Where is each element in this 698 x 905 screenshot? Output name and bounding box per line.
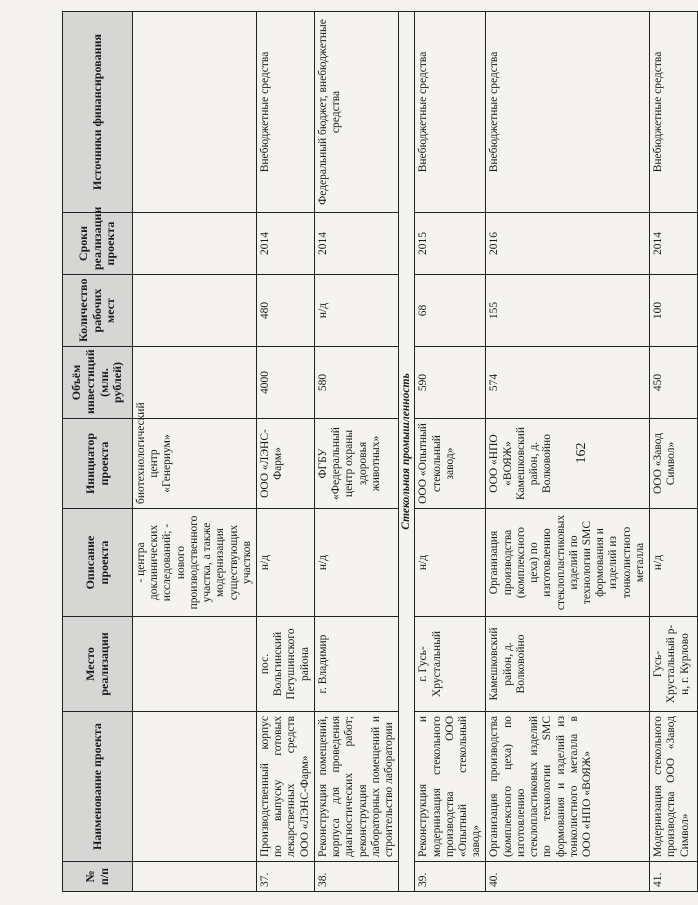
cell-jobs: 155	[486, 275, 650, 347]
cell-place: Гусь-Хрустальный р-н, г. Курлово	[650, 617, 698, 712]
cell-num: 41.	[650, 862, 698, 892]
cell-source: Федеральный бюджет, внебюджетные средства	[314, 12, 398, 213]
header-place: Место реализации	[63, 617, 133, 712]
cell-desc: - центра доклинических исследований; - нового производственного участка, а также модернизация существующих участков	[133, 509, 257, 617]
header-initiator: Инициатор проекта	[63, 419, 133, 509]
cell-desc: Организация производства (комплексного цеха) по изготовлению стеклопластиковых изделий по технологии SMC формования и изделий из тонколистного металла	[486, 509, 650, 617]
cell-name: Производственный корпус по выпуску готовых лекарственных средств ООО «ЛЭНС-Фарм»	[256, 712, 314, 862]
table-row	[415, 12, 486, 892]
cell-name: Реконструкция и модернизация стекольного производства ООО «Опытный стекольный завод»	[415, 712, 486, 862]
cell-num: 37.	[256, 862, 314, 892]
cell-volume	[133, 347, 257, 419]
cell-source	[133, 12, 257, 213]
cell-initiator: биотехнологический центр «Генериум»	[133, 419, 257, 509]
cell-desc: н/д	[650, 509, 698, 617]
cell-desc: н/д	[314, 509, 398, 617]
cell-place: пос. Вольгинский Петушинского района	[256, 617, 314, 712]
cell-place: г. Владимир	[314, 617, 398, 712]
cell-source: Внебюджетные средства	[486, 12, 650, 213]
cell-term: 2014	[256, 213, 314, 275]
cell-initiator: ФГБУ «Федеральный центр охраны здоровья животных»	[314, 419, 398, 509]
table-row	[314, 12, 398, 892]
cell-volume: 450	[650, 347, 698, 419]
cell-initiator: ООО «НПО «ВОЯЖ» Камешковский район, д. Волковойно	[486, 419, 650, 509]
cell-jobs: 480	[256, 275, 314, 347]
cell-desc: н/д	[256, 509, 314, 617]
cell-jobs: 100	[650, 275, 698, 347]
cell-volume: 580	[314, 347, 398, 419]
header-name: Наименование проекта	[63, 712, 133, 862]
header-source: Источники финансирования	[63, 12, 133, 213]
header-jobs: Количество рабочих мест	[63, 275, 133, 347]
cell-volume: 4000	[256, 347, 314, 419]
cell-desc: н/д	[415, 509, 486, 617]
header-term: Сроки реализации проекта	[63, 213, 133, 275]
cell-place: Камешковский район, д. Волковойно	[486, 617, 650, 712]
section-title: Стекольная промышленность	[399, 12, 415, 892]
table-row	[133, 12, 257, 892]
cell-source: Внебюджетные средства	[415, 12, 486, 213]
cell-volume: 574	[486, 347, 650, 419]
cell-volume: 590	[415, 347, 486, 419]
cell-num	[133, 862, 257, 892]
header-num: № п/п	[63, 862, 133, 892]
cell-term	[133, 213, 257, 275]
cell-term: 2015	[415, 213, 486, 275]
table-row	[256, 12, 314, 892]
cell-source: Внебюджетные средства	[650, 12, 698, 213]
cell-initiator: ООО «Завод Символ»	[650, 419, 698, 509]
cell-term: 2016	[486, 213, 650, 275]
cell-num: 40.	[486, 862, 650, 892]
cell-num: 39.	[415, 862, 486, 892]
page-number: 162	[574, 442, 589, 464]
projects-table	[62, 11, 698, 892]
header-volume: Объём инвестиций (млн. рублей)	[63, 347, 133, 419]
header-row	[63, 12, 133, 892]
cell-jobs	[133, 275, 257, 347]
cell-initiator: ООО «ЛЭНС-Фарм»	[256, 419, 314, 509]
cell-name: Модернизация стекольного производства ООО «Завод Символ»	[650, 712, 698, 862]
cell-jobs: н/д	[314, 275, 398, 347]
cell-place: г. Гусь-Хрустальный	[415, 617, 486, 712]
cell-term: 2014	[314, 213, 398, 275]
header-desc: Описание проекта	[63, 509, 133, 617]
cell-num: 38.	[314, 862, 398, 892]
table-row	[650, 12, 698, 892]
table-row	[486, 12, 650, 892]
cell-source: Внебюджетные средства	[256, 12, 314, 213]
cell-initiator: ООО «Опытный стекольный завод»	[415, 419, 486, 509]
cell-jobs: 68	[415, 275, 486, 347]
cell-name	[133, 712, 257, 862]
cell-name: Организация производства (комплексного цеха) по изготовлению стеклопластиковых изделий по технологии SMC формования и изделий из тонколистного металла в ООО «НПО «ВОЯЖ»	[486, 712, 650, 862]
cell-place	[133, 617, 257, 712]
cell-name: Реконструкция помещений, корпуса для проведения диагностических работ; реконструкция лабораторных помещений и строительство лаборатории	[314, 712, 398, 862]
cell-term: 2014	[650, 213, 698, 275]
section-row	[399, 12, 415, 892]
